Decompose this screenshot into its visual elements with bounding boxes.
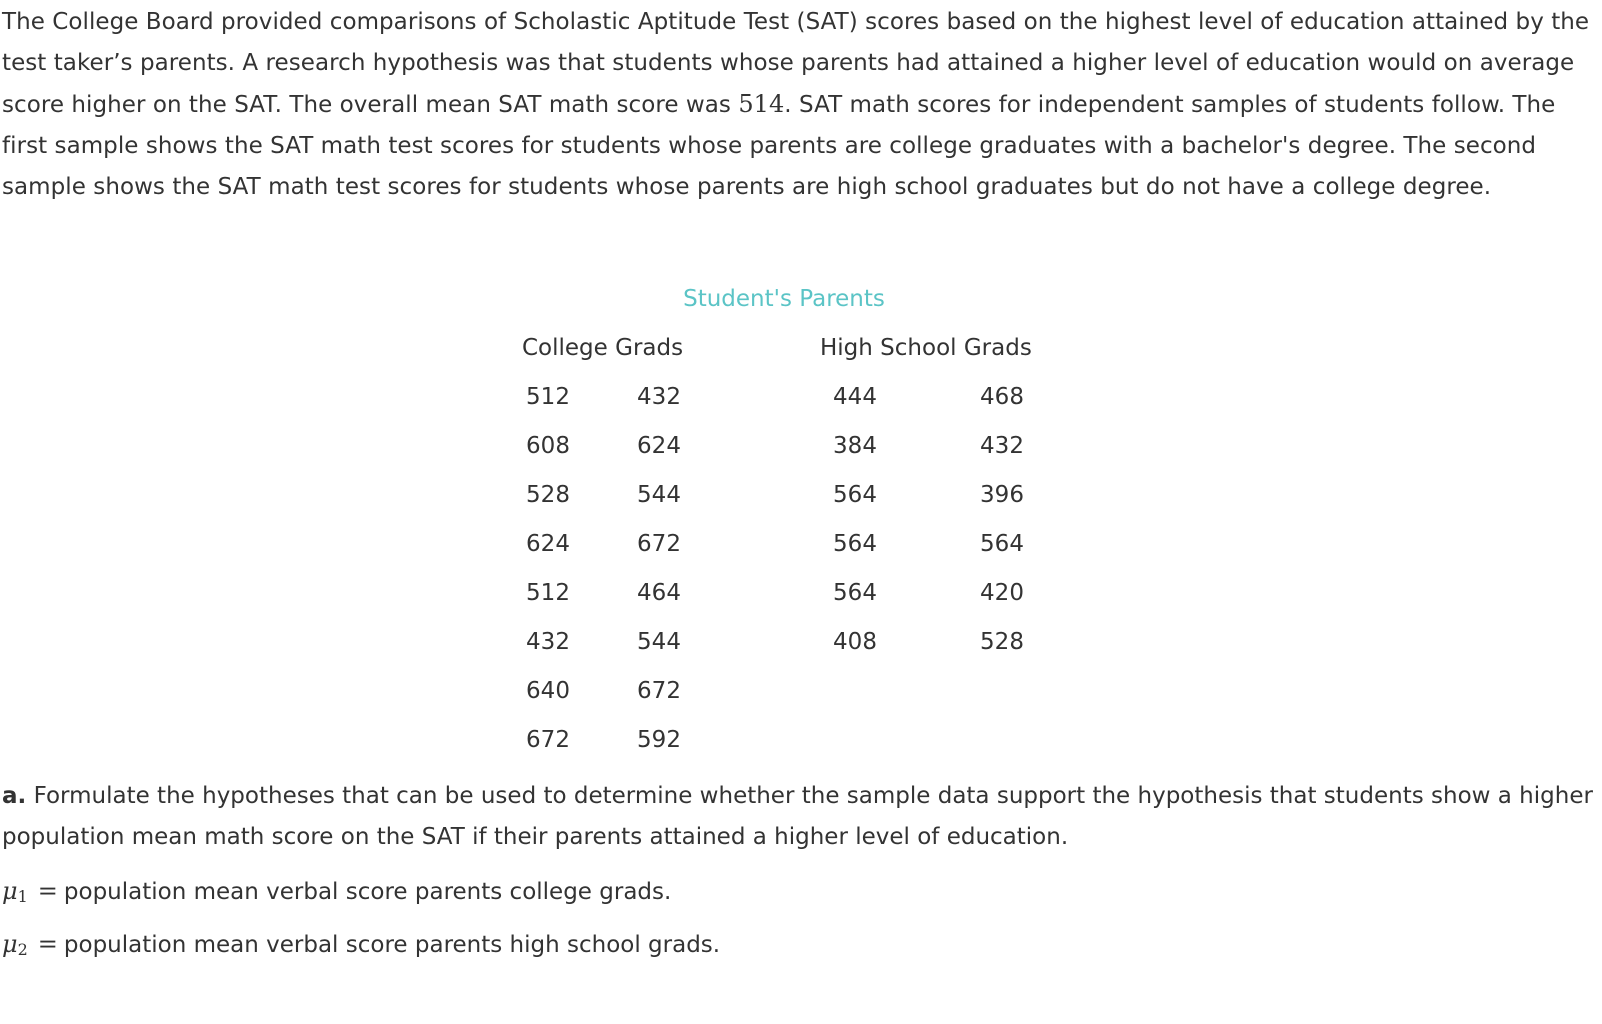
college-col2-cell: 432 <box>637 384 681 410</box>
highschool-col2-cell: 432 <box>980 433 1024 459</box>
college-col2-cell: 464 <box>637 580 681 606</box>
intro-text-before-mean: The College Board provided comparisons of Scholastic Aptitude Test (SAT) scores based on the highest level of education attained by the test taker’s parents. A research hypothesis was that students whose parents had attained a higher level of education would on average score higher on the SAT. The overall mean SAT math score was <box>2 9 1590 118</box>
mu2-definition-text: population mean verbal score parents high school grads. <box>63 932 721 958</box>
table-title: Student's Parents <box>683 286 885 312</box>
highschool-col1-cell: 384 <box>833 433 877 459</box>
college-col1-cell: 624 <box>526 531 570 557</box>
college-col1-cell: 432 <box>526 629 570 655</box>
college-col1-cell: 528 <box>526 482 570 508</box>
highschool-col2-cell: 420 <box>980 580 1024 606</box>
highschool-col2-cell: 528 <box>980 629 1024 655</box>
highschool-col2-cell: 564 <box>980 531 1024 557</box>
mu1-letter: μ <box>2 877 18 905</box>
highschool-col1-cell: 564 <box>833 531 877 557</box>
mu1-definition <box>2 874 671 914</box>
highschool-col1-cell: 444 <box>833 384 877 410</box>
mu1-equals: = <box>37 877 58 905</box>
college-col2-cell: 624 <box>637 433 681 459</box>
college-col1-cell: 608 <box>526 433 570 459</box>
mu2-letter: μ <box>2 930 18 958</box>
mu2-equals: = <box>37 930 58 958</box>
college-col2-cell: 672 <box>637 531 681 557</box>
intro-text-after-mean: . SAT math scores for independent samples of students follow. The first sample shows the SAT math test scores for students whose parents are college graduates with a bachelor's degree. The second sample shows the SAT math test scores for students whose parents are high school graduates but do not have a college degree. <box>2 92 1556 200</box>
mu1-definition-text: population mean verbal score parents college grads. <box>63 879 672 905</box>
college-col2-cell: 544 <box>637 629 681 655</box>
college-col2-cell: 672 <box>637 678 681 704</box>
college-col1-cell: 640 <box>526 678 570 704</box>
highschool-col2-cell: 396 <box>980 482 1024 508</box>
highschool-col1-cell: 564 <box>833 580 877 606</box>
highschool-col2-cell: 468 <box>980 384 1024 410</box>
highschool-col1-cell: 408 <box>833 629 877 655</box>
high-school-grads-header: High School Grads <box>820 335 1032 361</box>
college-col1-cell: 672 <box>526 727 570 753</box>
college-col1-cell: 512 <box>526 580 570 606</box>
college-grads-header: College Grads <box>522 335 684 361</box>
highschool-col1-cell: 564 <box>833 482 877 508</box>
mu1-symbol <box>2 877 28 905</box>
mu2-subscript: 2 <box>17 940 28 959</box>
overall-mean-value: 514 <box>738 90 785 118</box>
mu2-definition <box>2 927 720 967</box>
mu2-symbol <box>2 930 28 958</box>
college-col1-cell: 512 <box>526 384 570 410</box>
question-a-label: a. <box>2 783 27 809</box>
question-a <box>2 776 1598 858</box>
question-a-text: Formulate the hypotheses that can be used to determine whether the sample data support the hypothesis that students show a higher population mean math score on the SAT if their parents attained a higher level of education. <box>2 783 1593 850</box>
mu1-subscript: 1 <box>17 887 28 906</box>
college-col2-cell: 592 <box>637 727 681 753</box>
college-col2-cell: 544 <box>637 482 681 508</box>
problem-intro <box>2 2 1598 208</box>
